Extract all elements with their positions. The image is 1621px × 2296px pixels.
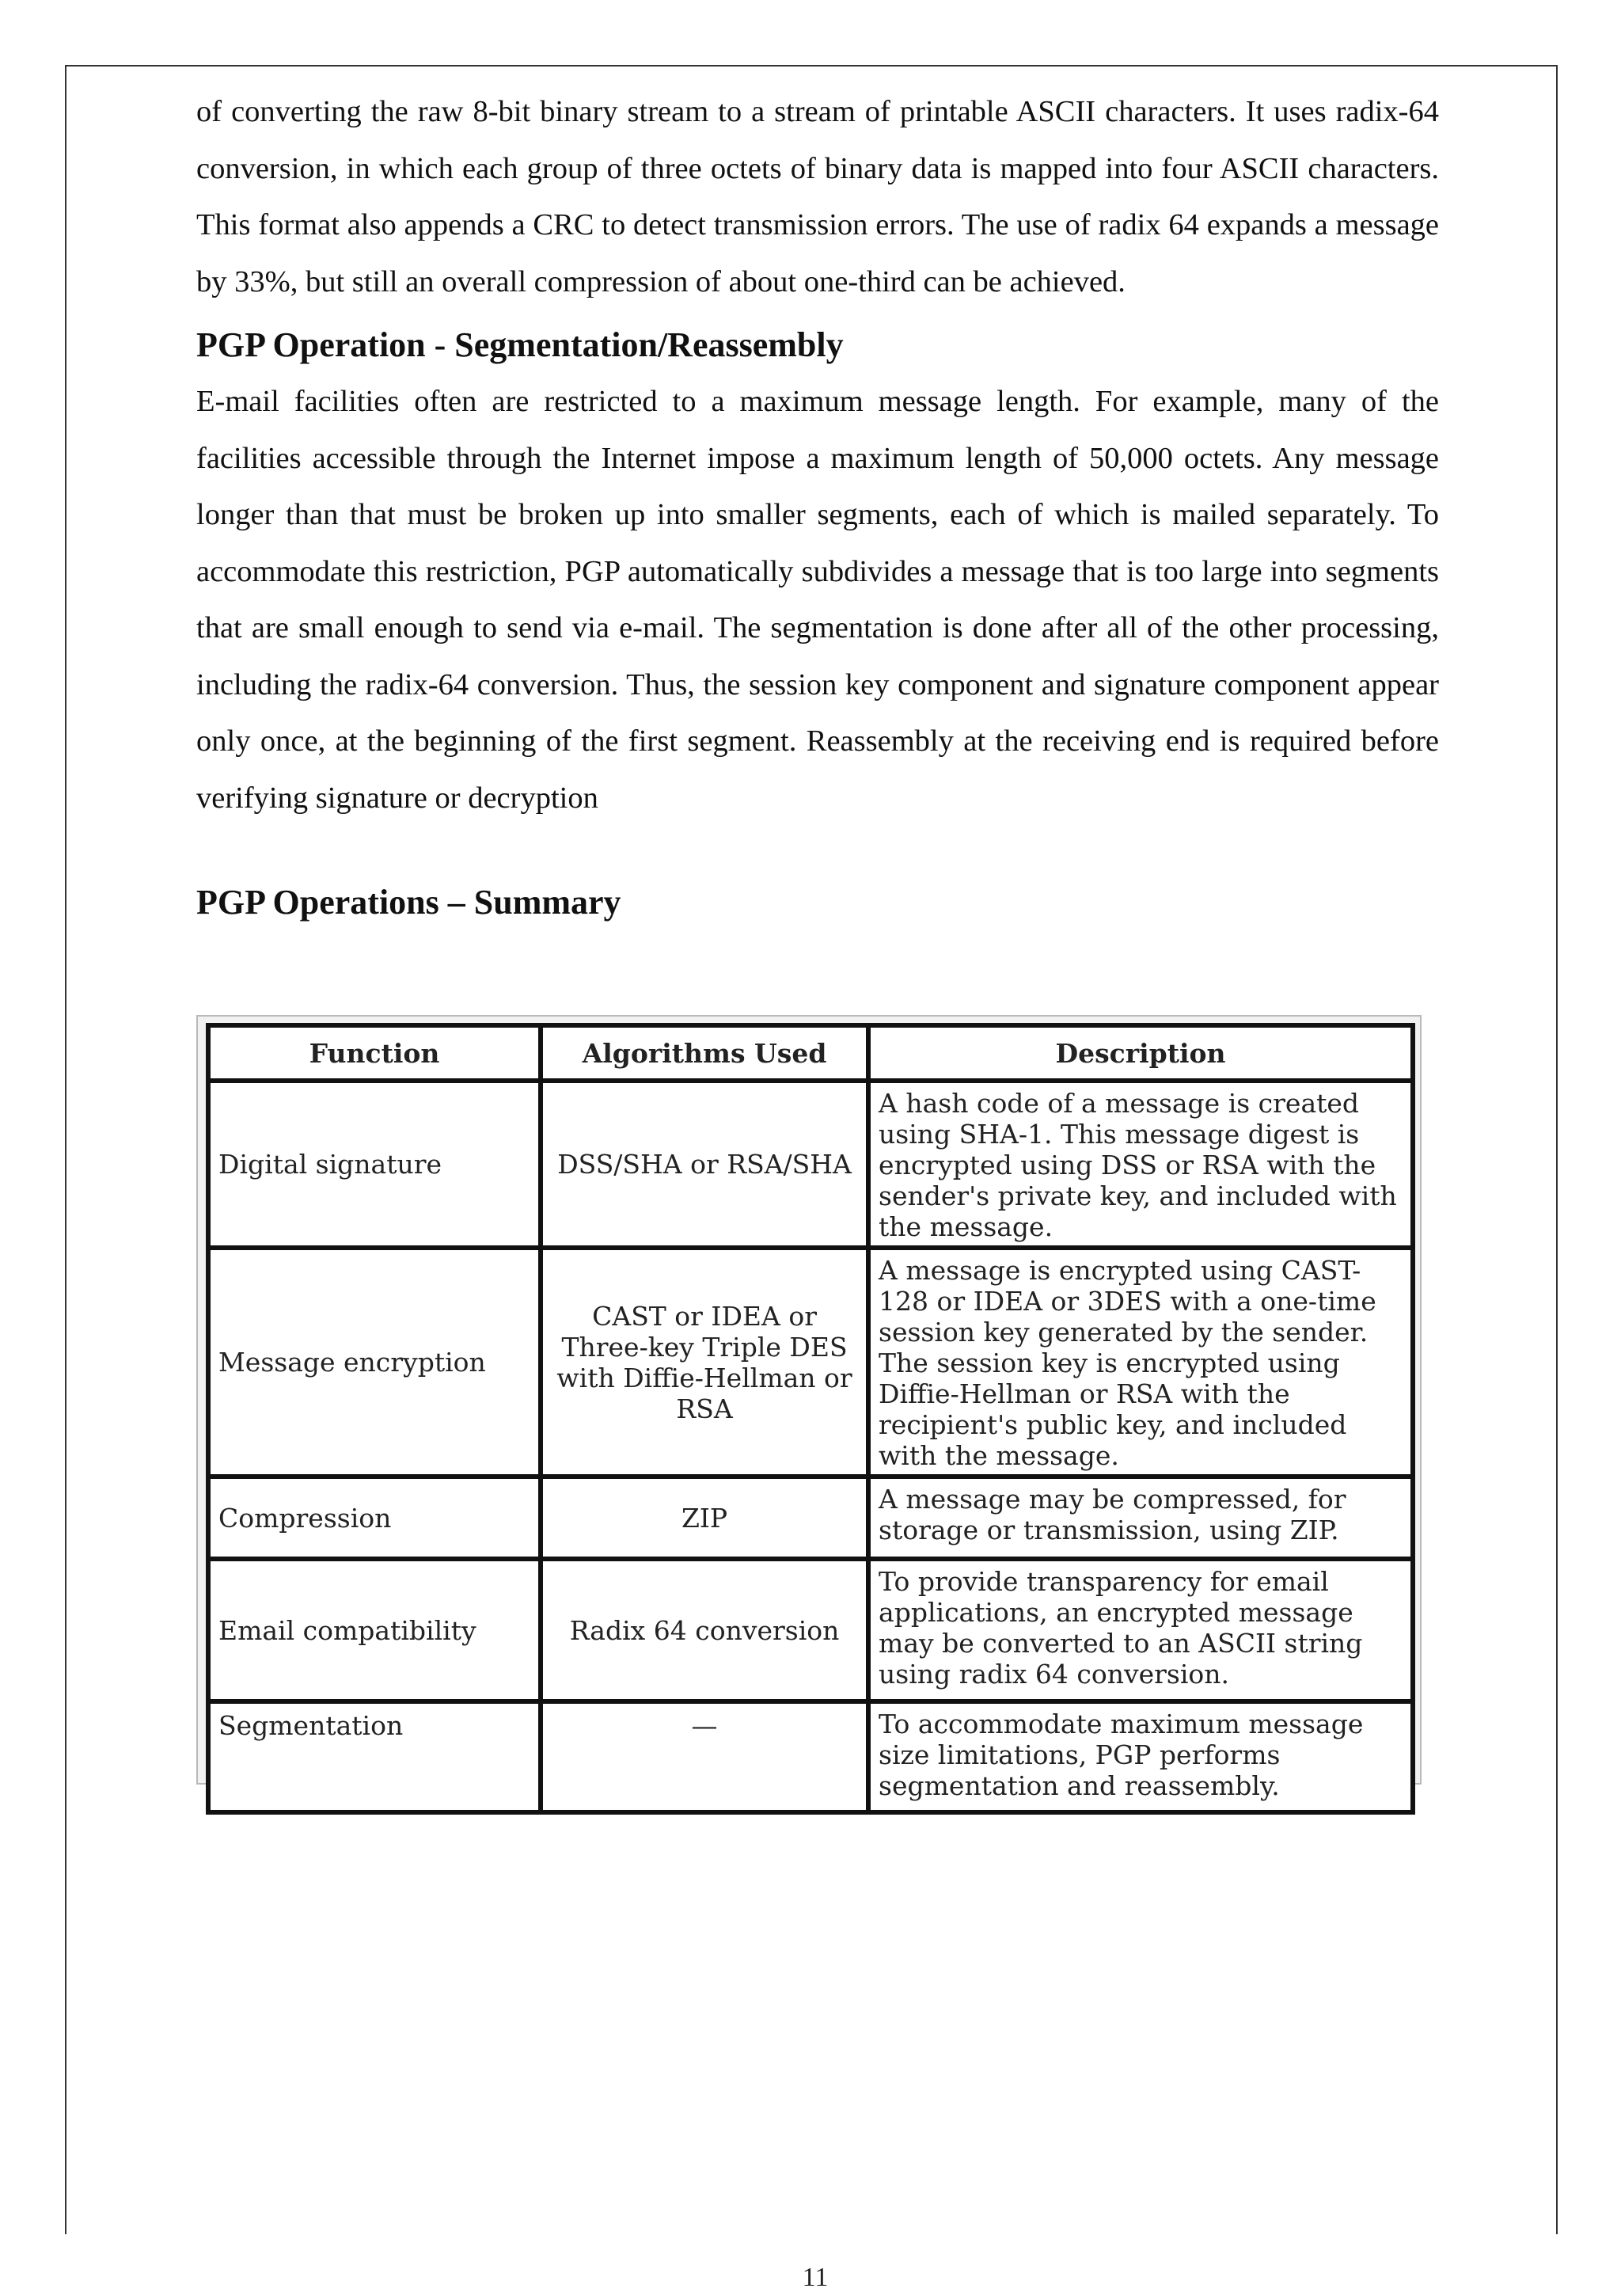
description-cell: To provide transparency for email applications, an encrypted message may be converted to an ASCII string using radix 64 conversion. xyxy=(868,1559,1413,1701)
description-cell: A message is encrypted using CAST-128 or IDEA or 3DES with a one-time session key generated by the sender. The session key is encrypted using Diffie-Hellman or RSA with the recipient's public key, and included with the message. xyxy=(868,1248,1413,1477)
intro-paragraph: of converting the raw 8-bit binary stream to a stream of printable ASCII characters. It uses radix-64 conversion, in which each group of three octets of binary data is mapped into four ASCII characters. This format also appends a CRC to detect transmission errors. The use of radix 64 expands a message by 33%, but still an overall compression of about one-third can be achieved. xyxy=(196,95,1439,298)
algorithms-cell: DSS/SHA or RSA/SHA xyxy=(541,1081,868,1248)
segmentation-heading: PGP Operation - Segmentation/Reassembly xyxy=(196,325,844,364)
algorithms-cell: Radix 64 conversion xyxy=(541,1559,868,1701)
table-header-row xyxy=(208,1025,1413,1081)
algorithms-cell: CAST or IDEA or Three-key Triple DES with Diffie-Hellman or RSA xyxy=(541,1248,868,1477)
description-cell: A hash code of a message is created using SHA-1. This message digest is encrypted using DSS or RSA with the sender's private key, and included with the message. xyxy=(868,1081,1413,1248)
column-header-algorithms: Algorithms Used xyxy=(541,1025,868,1081)
algorithms-cell: ZIP xyxy=(541,1477,868,1559)
function-cell: Segmentation xyxy=(208,1701,541,1812)
description-cell: A message may be compressed, for storage or transmission, using ZIP. xyxy=(868,1477,1413,1559)
description-cell: To accommodate maximum message size limitations, PGP performs segmentation and reassembly. xyxy=(868,1701,1413,1812)
table-row xyxy=(208,1701,1413,1812)
summary-heading: PGP Operations – Summary xyxy=(196,883,621,922)
table-row xyxy=(208,1559,1413,1701)
document-body xyxy=(196,84,1439,926)
function-cell: Message encryption xyxy=(208,1248,541,1477)
page-number: 11 xyxy=(802,2263,829,2292)
table-row xyxy=(208,1248,1413,1477)
summary-table xyxy=(206,1023,1415,1815)
summary-table-frame xyxy=(196,1015,1422,1801)
column-header-function: Function xyxy=(208,1025,541,1081)
function-cell: Compression xyxy=(208,1477,541,1559)
segmentation-paragraph: E-mail facilities often are restricted to a maximum message length. For example, many of the facilities accessible through the Internet impose a maximum length of 50,000 octets. Any message longer than that must be broken up into smaller segments, each of which is mailed separately. To accommodate this restriction, PGP automatically subdivides a message that is too large into segments that are small enough to send via e-mail. The segmentation is done after all of the other processing, including the radix-64 conversion. Thus, the session key component and signature component appear only once, at the beginning of the first segment. Reassembly at the receiving end is required before verifying signature or decryption xyxy=(196,385,1439,815)
column-header-description: Description xyxy=(868,1025,1413,1081)
function-cell: Digital signature xyxy=(208,1081,541,1248)
function-cell: Email compatibility xyxy=(208,1559,541,1701)
table-row xyxy=(208,1081,1413,1248)
table-row xyxy=(208,1477,1413,1559)
algorithms-cell: — xyxy=(541,1701,868,1812)
